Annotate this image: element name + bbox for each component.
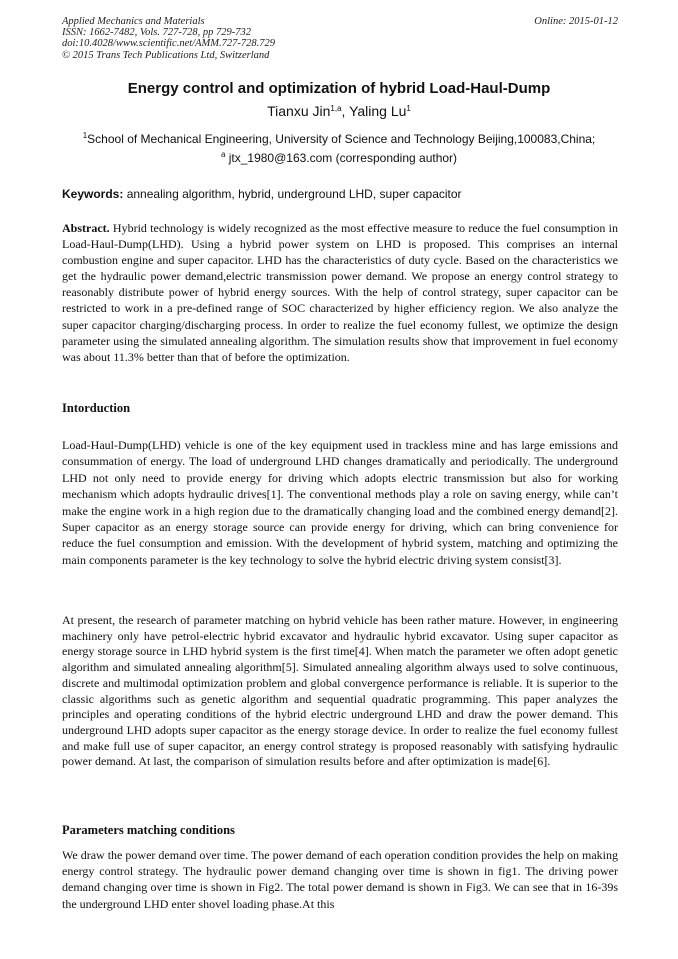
doi-line[interactable]: doi:10.4028/www.scientific.net/AMM.727-728.729 [62, 38, 275, 50]
issn-line: ISSN: 1662-7482, Vols. 727-728, pp 729-732 [62, 27, 251, 39]
paper-title: Energy control and optimization of hybrid Load-Haul-Dump [127, 80, 551, 97]
parameters-paragraph-1: We draw the power demand over time. The power demand of each operation condition provides the help on making energy control strategy. The hydraulic power demand changing over time is shown in fig1. The driving power demand changing over time is shown in Fig2. The total power demand is shown in Fig3. We can see that in 16-39s the underground LHD enter shovel loading phase.At this [62, 848, 618, 911]
keywords [62, 187, 618, 202]
section-heading-parameters: Parameters matching conditions [62, 823, 235, 837]
corresponding-email [40, 150, 638, 166]
abstract-text: Hybrid technology is widely recognized as the most effective measure to reduce the fuel consumption in Load-Haul-Dump(LHD). Using a hybrid power system on LHD is proposed. This comprises an internal combustion engine and super capacitor. LHD has the characteristics of duty cycle. Based on the characteristics we get the hydraulic power demand,electric transmission power demand. We propose an energy control strategy to reasonably distribute power of hybrid energy sources. With the help of control strategy, super capacitor can be restricted to work in a pre-defined range of SOC characterized by higher efficiency region. We also analyze the super capacitor charging/discharging process. In order to realize the fuel economy fullest, we optimize the design parameter using the simulated annealing algorithm. The simulation results show that improvement in fuel economy was about 11.3% better than that of before the optimization. [62, 221, 618, 364]
author-superscript: 1 [406, 104, 411, 113]
author-name: Yaling Lu [349, 103, 407, 119]
introduction-paragraph-1: Load-Haul-Dump(LHD) vehicle is one of the key equipment used in trackless mine and has large emissions and consummation of energy. The load of underground LHD changes dramatically and periodically. The underground LHD not only need to provide energy for driving which adopts electric transmission but also for working mechanism which adopts hydraulic drives[1]. The conventional methods play a role on saving energy, while can’t make the engine work in a high region due to the dramatically changing load and the combined energy demand[2]. Super capacitor as an energy storage source can provide energy for driving, which can bring convenience for reduce the fuel consumption and emission. With the development of hybrid system, matching and optimizing the main components parameter is the key technology to solve the hybrid electric driving system consist[3]. [62, 438, 618, 567]
email-text[interactable]: jtx_1980@163.com (corresponding author) [225, 151, 458, 165]
section-heading-introduction: Intorduction [62, 401, 131, 415]
affiliation-text: School of Mechanical Engineering, University of Science and Technology Beijing,100083,China; [87, 132, 596, 146]
copyright-line: © 2015 Trans Tech Publications Ltd, Switzerland [62, 49, 270, 61]
online-date: Online: 2015-01-12 [534, 16, 618, 27]
keywords-text: annealing algorithm, hybrid, underground LHD, super capacitor [123, 187, 462, 201]
author-name: Tianxu Jin [267, 103, 331, 119]
journal-header [62, 16, 618, 61]
author-list [40, 102, 638, 120]
author-separator: , [341, 103, 350, 119]
abstract-label: Abstract. [62, 221, 110, 235]
introduction-paragraph-2: At present, the research of parameter matching on hybrid vehicle has been rather mature. However, in engineering machinery only have petrol-electric hybrid excavator and hydraulic hybrid excavator. Using super capacitor as energy storage source in LHD hybrid system is the first time[4]. When match the parameter we often adopt genetic algorithm and simulated annealing algorithm[5]. Simulated annealing algorithm always used to solve continuous, discrete and multimodal optimization problem and global convergence performance is reliable. It is superior to the classic algorithms such as genetic algorithm and sequential quadratic programming. This paper analyzes the principles and operating conditions of the hybrid electric underground LHD and draw the power demand. This underground LHD adopts super capacitor as the energy storage device. In order to realize the fuel economy fullest and make full use of super capacitor, an energy control strategy is proposed reasonably with satisfying hydraulic power demand. At last, the comparison of simulation results before and after optimization is made[6]. [62, 613, 618, 769]
keywords-label: Keywords: [62, 187, 124, 201]
journal-name: Applied Mechanics and Materials [62, 16, 205, 27]
email-superscript: a [220, 150, 226, 159]
author-superscript: 1,a [330, 104, 342, 113]
affiliation-superscript: 1 [82, 131, 88, 140]
affiliation [40, 132, 638, 147]
abstract [62, 220, 618, 365]
